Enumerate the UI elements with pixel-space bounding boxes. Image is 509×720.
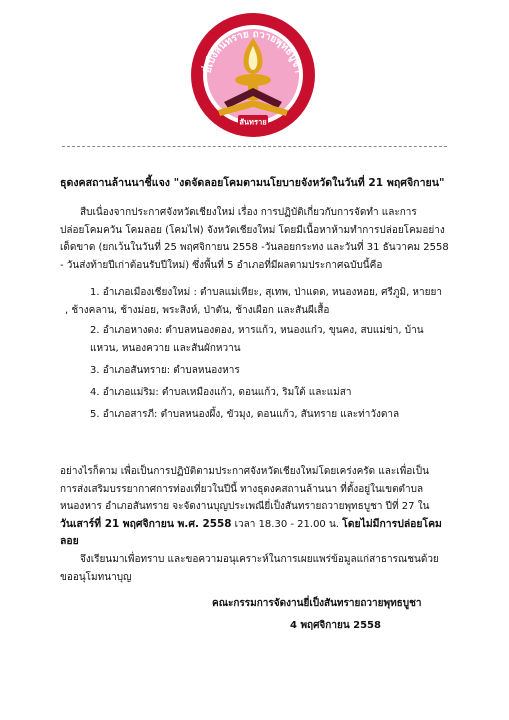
text-line: การส่งเสริมบรรยากาศการท่องเที่ยวในปีนี้ ทางธุดงคสถานล้านนา ที่ตั้งอยู่ในเขตตำบล [60,483,424,495]
text-line: อย่างไรก็ตาม เพื่อเป็นการปฏิบัติตามประกาศจังหวัดเชียงใหม่โดยเคร่งครัด และเพื่อเป็น [60,466,429,477]
event-date-line [60,516,442,534]
notice-date: 4 พฤศจิกายน 2558 [290,620,381,631]
list-item: 5. อำเภอสารภี: ตำบลหนองผึ้ง, ขัวมุง, ดอนแก้ว, สันทราย และท่าวังตาล [90,408,400,420]
text-line: เด็ดขาด (ยกเว้นในวันที่ 25 พฤศจิกายน 2558 -วันลอยกระทง และวันที่ 31 ธันวาคม 2558 [60,242,449,254]
text-line: ขออนุโมทนาบุญ [60,571,132,583]
body-paragraph [60,463,442,551]
event-date: วันเสาร์ที่ 21 พฤศจิกายน พ.ศ. 2558 [60,517,232,530]
event-time: เวลา 18.30 - 21.00 น. [231,518,343,530]
district-list [60,284,442,423]
list-item: 3. อำเภอสันทราย: ตำบลหนองหาร [90,365,240,377]
list-item: 2. อำเภอหางดง: ตำบลหนองตอง, หารแก้ว, หนองแก๋ว, ขุนคง, สบแม่ข่า, บ้าน [90,325,424,337]
no-lantern-note: โดยไม่มีการปล่อยโคม [342,517,442,530]
list-item-cont: แหวน, หนองควาย และสันผักหวาน [90,342,241,354]
intro-paragraph [60,204,449,274]
notice-title: ธุดงคสถานล้านนาชี้แจง "งดจัดลอยโคมตามนโยบายจังหวัดในวันที่ 21 พฤศจิกายน" [60,177,445,189]
no-lantern-note-cont: ลอย [60,535,79,548]
separator-line [62,146,447,147]
text-line: - วันส่งท้ายปีเก่าต้อนรับปีใหม่) ซึ่งพื้นที่ 5 อำเภอที่มีผลตามประกาศฉบับนี้คือ [60,259,383,271]
logo-bottom-text: สันทราย [239,117,267,127]
list-item: 4. อำเภอแม่ริม: ตำบลเหมืองแก้ว, ดอนแก้ว, ริมใต้ และแม่สา [90,386,352,398]
event-logo [188,10,318,140]
signature: คณะกรรมการจัดงานยี่เป็งสันทรายถวายพุทธบูชา [212,598,422,609]
text-line: จึงเรียนมาเพื่อทราบ และขอความอนุเคราะห์ในการเผยแพร่ข้อมูลแก่สาธารณชนด้วย [80,554,439,565]
list-item-cont: , ช้างคลาน, ช้างม่อย, พระสิงห์, ป่าตัน, ช้างเผือก และสันผีเสื้อ [65,304,330,316]
text-line: หนองหาร อำเภอสันทราย จะจัดงานบุญประเพณียี่เป็งสันทรายถวายพุทธบูชา ปีที่ 27 ใน [60,501,430,513]
text-line: สืบเนื่องจากประกาศจังหวัดเชียงใหม่ เรื่อง การปฏิบัติเกี่ยวกับการจัดทำ และการ [80,207,417,218]
closing-paragraph [60,551,439,586]
text-line: ปล่อยโคมควัน โคมลอย (โคมไฟ) จังหวัดเชียงใหม่ โดยมีเนื้อหาห้ามทำการปล่อยโคมอย่าง [60,224,445,236]
list-item: 1. อำเภอเมืองเชียงใหม่ : ตำบลแม่เหียะ, สุเทพ, ป่าแดด, หนองหอย, ศรีภูมิ, หายยา [90,287,442,298]
logo-top-text: ยี่เป็งสันทราย ถวายพุทธบูชา [202,28,304,75]
